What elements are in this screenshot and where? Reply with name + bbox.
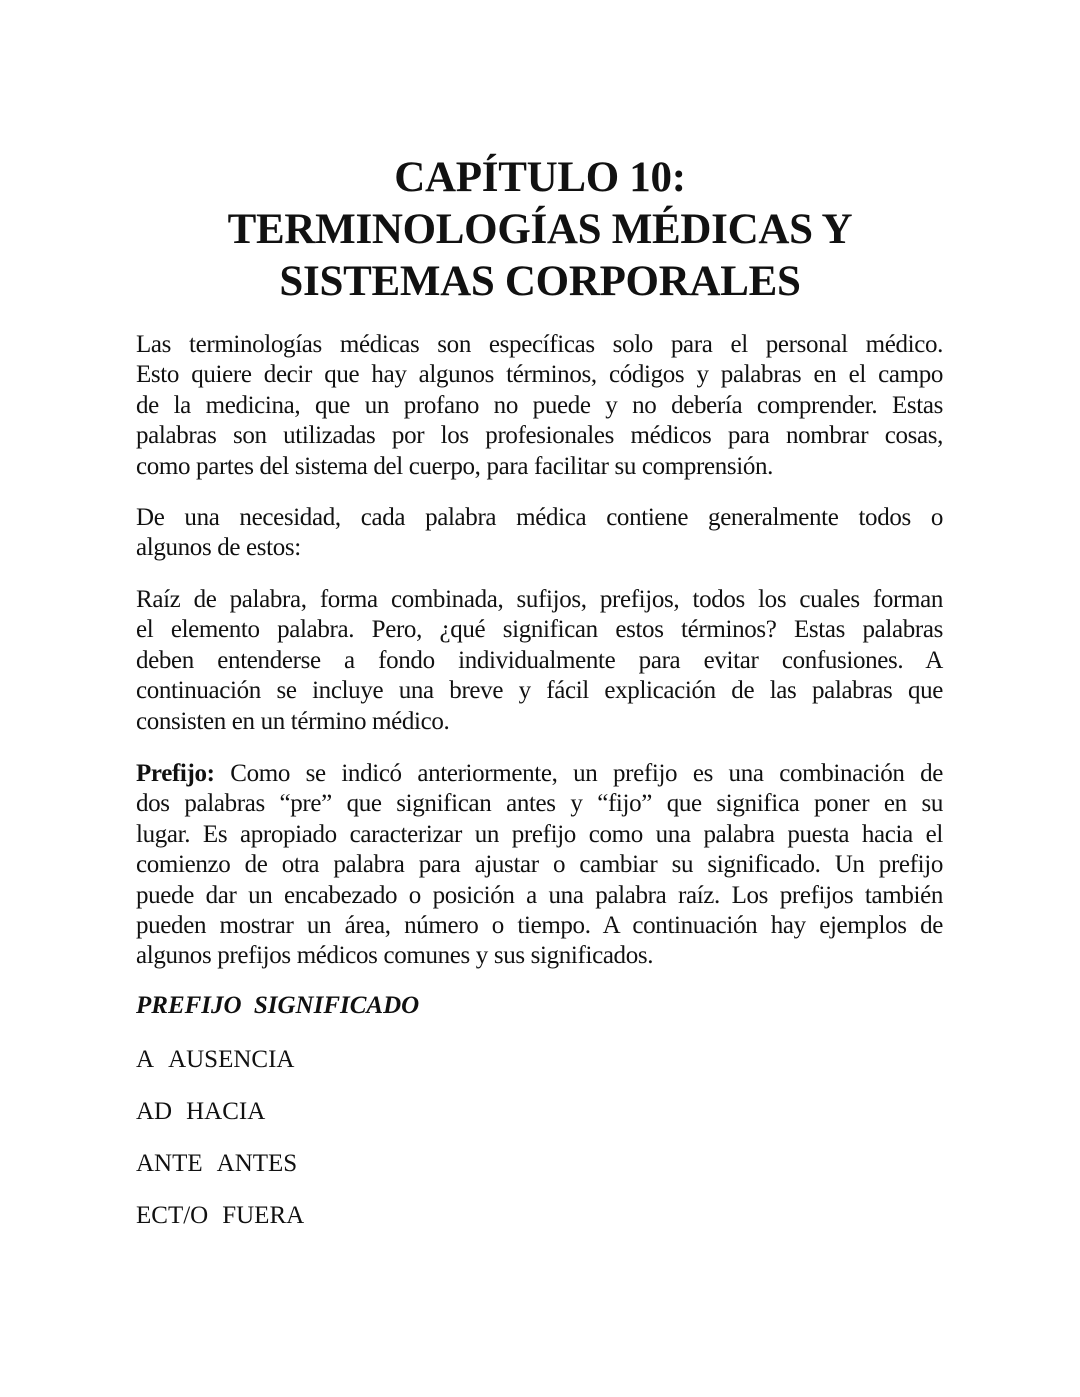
meaning-cell: ANTES [216, 1150, 298, 1177]
text-line: De una necesidad, cada palabra médica contiene generalmente todos o [136, 504, 943, 531]
text-line: consisten en un término médico. [136, 707, 450, 735]
text-line: algunos de estos: [136, 534, 301, 562]
text-segment: Como se indicó anteriormente, un prefijo es una combinación de [214, 760, 943, 787]
table-row [136, 1046, 294, 1074]
header-prefijo: PREFIJO [136, 992, 242, 1019]
prefix-cell: AD [136, 1098, 173, 1125]
prefix-cell: ANTE [136, 1150, 203, 1177]
text-line: Esto quiere decir que hay algunos términos, códigos y palabras en el campo [136, 361, 943, 389]
text-line: como partes del sistema del cuerpo, para facilitar su comprensión. [136, 452, 774, 480]
prefix-label: Prefijo: [136, 760, 215, 787]
table-row [136, 1150, 297, 1178]
table-row [136, 1202, 304, 1230]
meaning-cell: HACIA [186, 1098, 266, 1125]
title-line: CAPÍTULO 10: [394, 154, 686, 201]
text-line: algunos prefijos médicos comunes y sus significados. [136, 942, 654, 970]
title-line: TERMINOLOGÍAS MÉDICAS Y [227, 206, 853, 253]
prefix-cell: ECT/O [136, 1202, 209, 1229]
text-line: de la medicina, que un profano no puede y no debería comprender. Estas [136, 391, 943, 419]
text-line: deben entenderse a fondo individualmente para evitar confusiones. A [136, 646, 943, 674]
paragraph-prefix [136, 759, 943, 972]
title-line: SISTEMAS CORPORALES [279, 258, 801, 305]
chapter-title [0, 152, 1080, 308]
text-line: Las terminologías médicas son específicas solo para el personal médico. [136, 331, 943, 358]
text-line: Raíz de palabra, forma combinada, sufijos, prefijos, todos los cuales forman [136, 586, 943, 613]
table-row [136, 1098, 265, 1126]
text-line: continuación se incluye una breve y fácil explicación de las palabras que [136, 677, 943, 705]
text-line: dos palabras “pre” que significan antes y “fijo” que significa poner en su [136, 790, 943, 818]
text-line: lugar. Es apropiado caracterizar un prefijo como una palabra puesta hacia el [136, 820, 943, 848]
paragraph-necessity [136, 503, 943, 564]
paragraph-elements [136, 585, 943, 737]
meaning-cell: AUSENCIA [168, 1046, 295, 1073]
meaning-cell: FUERA [222, 1202, 305, 1229]
text-line: palabras son utilizadas por los profesionales médicos para nombrar cosas, [136, 422, 943, 450]
text-line: comienzo de otra palabra para ajustar o cambiar su significado. Un prefijo [136, 851, 943, 879]
paragraph-intro [136, 330, 943, 482]
prefix-table-header [136, 992, 419, 1020]
text-line: pueden mostrar un área, número o tiempo. A continuación hay ejemplos de [136, 912, 943, 940]
text-line [136, 759, 943, 789]
header-significado: SIGNIFICADO [253, 992, 420, 1019]
text-line: el elemento palabra. Pero, ¿qué significan estos términos? Estas palabras [136, 616, 943, 644]
prefix-cell: A [136, 1046, 155, 1073]
text-line: puede dar un encabezado o posición a una palabra raíz. Los prefijos también [136, 881, 943, 909]
